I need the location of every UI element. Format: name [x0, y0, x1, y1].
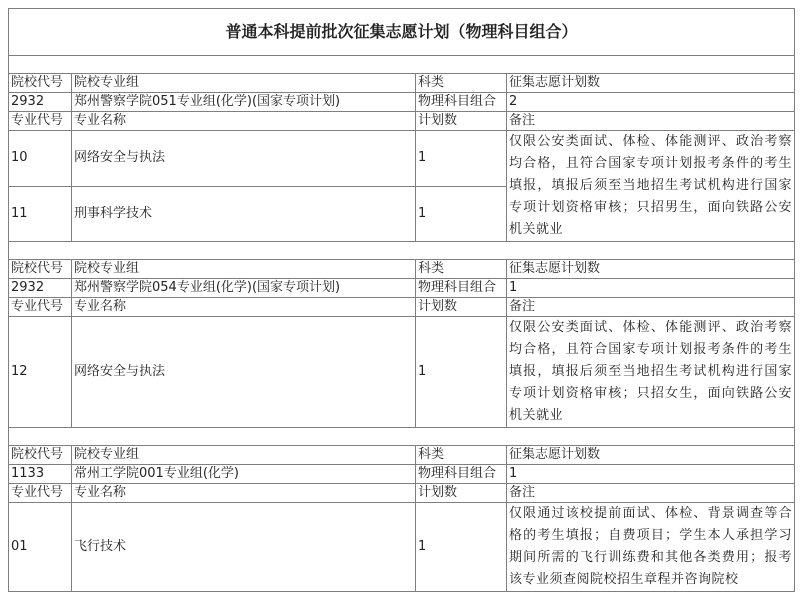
- plan-total: 2: [507, 93, 795, 112]
- school-code-label: 院校代号: [9, 74, 72, 93]
- group-header-row: [9, 446, 795, 465]
- spacer-row: [9, 56, 795, 74]
- school-code: 1133: [9, 465, 72, 484]
- school-group-label: 院校专业组: [72, 260, 416, 279]
- title-row: [9, 9, 795, 56]
- remark-text: 仅限公安类面试、体检、体能测评、政治考察均合格，且符合国家专项计划报考条件的考生填报，填报后须至当地招生考试机构进行国家专项计划资格审核；只招女生，面向铁路公安机关就业: [507, 317, 795, 428]
- group-name: 郑州警察学院051专业组(化学)(国家专项计划): [72, 93, 416, 112]
- subject-type: 物理科目组合: [416, 93, 507, 112]
- major-row: [9, 317, 795, 428]
- major-header-row: [9, 298, 795, 317]
- group-name: 郑州警察学院054专业组(化学)(国家专项计划): [72, 279, 416, 298]
- plan-total-label: 征集志愿计划数: [507, 260, 795, 279]
- school-code-label: 院校代号: [9, 260, 72, 279]
- group-info-row: [9, 279, 795, 298]
- plan-count: 1: [416, 317, 507, 428]
- plan-sheet: [8, 8, 794, 592]
- plan-count: 1: [416, 186, 507, 242]
- major-header-row: [9, 484, 795, 503]
- major-header-row: [9, 112, 795, 131]
- major-name: 飞行技术: [72, 503, 416, 592]
- plan-total-label: 征集志愿计划数: [507, 446, 795, 465]
- major-name-label: 专业名称: [72, 298, 416, 317]
- plan-count: 1: [416, 503, 507, 592]
- group-info-row: [9, 93, 795, 112]
- plan-total: 1: [507, 279, 795, 298]
- school-code-label: 院校代号: [9, 446, 72, 465]
- subject-type-label: 科类: [416, 74, 507, 93]
- subject-type: 物理科目组合: [416, 279, 507, 298]
- remark-label: 备注: [507, 112, 795, 131]
- subject-type-label: 科类: [416, 446, 507, 465]
- major-name: 刑事科学技术: [72, 186, 416, 242]
- major-code: 01: [9, 503, 72, 592]
- group-name: 常州工学院001专业组(化学): [72, 465, 416, 484]
- major-name-label: 专业名称: [72, 112, 416, 131]
- major-code: 11: [9, 186, 72, 242]
- major-name-label: 专业名称: [72, 484, 416, 503]
- major-name: 网络安全与执法: [72, 317, 416, 428]
- major-code-label: 专业代号: [9, 112, 72, 131]
- major-code: 10: [9, 131, 72, 187]
- major-code: 12: [9, 317, 72, 428]
- school-group-label: 院校专业组: [72, 74, 416, 93]
- remark-text: 仅限通过该校提前面试、体检、背景调查等合格的考生填报；自费项目；学生本人承担学习期间所需的飞行训练费和其他各类费用；报考该专业须查阅院校招生章程并咨询院校: [507, 503, 795, 592]
- page-title: 普通本科提前批次征集志愿计划（物理科目组合）: [9, 9, 795, 56]
- spacer-row: [9, 242, 795, 260]
- subject-type-label: 科类: [416, 260, 507, 279]
- group-header-row: [9, 260, 795, 279]
- plan-table: [8, 8, 795, 592]
- subject-type: 物理科目组合: [416, 465, 507, 484]
- school-code: 2932: [9, 279, 72, 298]
- group-info-row: [9, 465, 795, 484]
- remark-label: 备注: [507, 298, 795, 317]
- plan-count-label: 计划数: [416, 298, 507, 317]
- school-group-label: 院校专业组: [72, 446, 416, 465]
- plan-total-label: 征集志愿计划数: [507, 74, 795, 93]
- plan-total: 1: [507, 465, 795, 484]
- group-header-row: [9, 74, 795, 93]
- plan-count: 1: [416, 131, 507, 187]
- plan-count-label: 计划数: [416, 484, 507, 503]
- plan-count-label: 计划数: [416, 112, 507, 131]
- major-code-label: 专业代号: [9, 298, 72, 317]
- spacer-row: [9, 428, 795, 446]
- remark-label: 备注: [507, 484, 795, 503]
- school-code: 2932: [9, 93, 72, 112]
- major-row: [9, 503, 795, 592]
- major-name: 网络安全与执法: [72, 131, 416, 187]
- major-row: [9, 131, 795, 187]
- remark-text: 仅限公安类面试、体检、体能测评、政治考察均合格，且符合国家专项计划报考条件的考生填报，填报后须至当地招生考试机构进行国家专项计划资格审核；只招男生，面向铁路公安机关就业: [507, 131, 795, 242]
- major-code-label: 专业代号: [9, 484, 72, 503]
